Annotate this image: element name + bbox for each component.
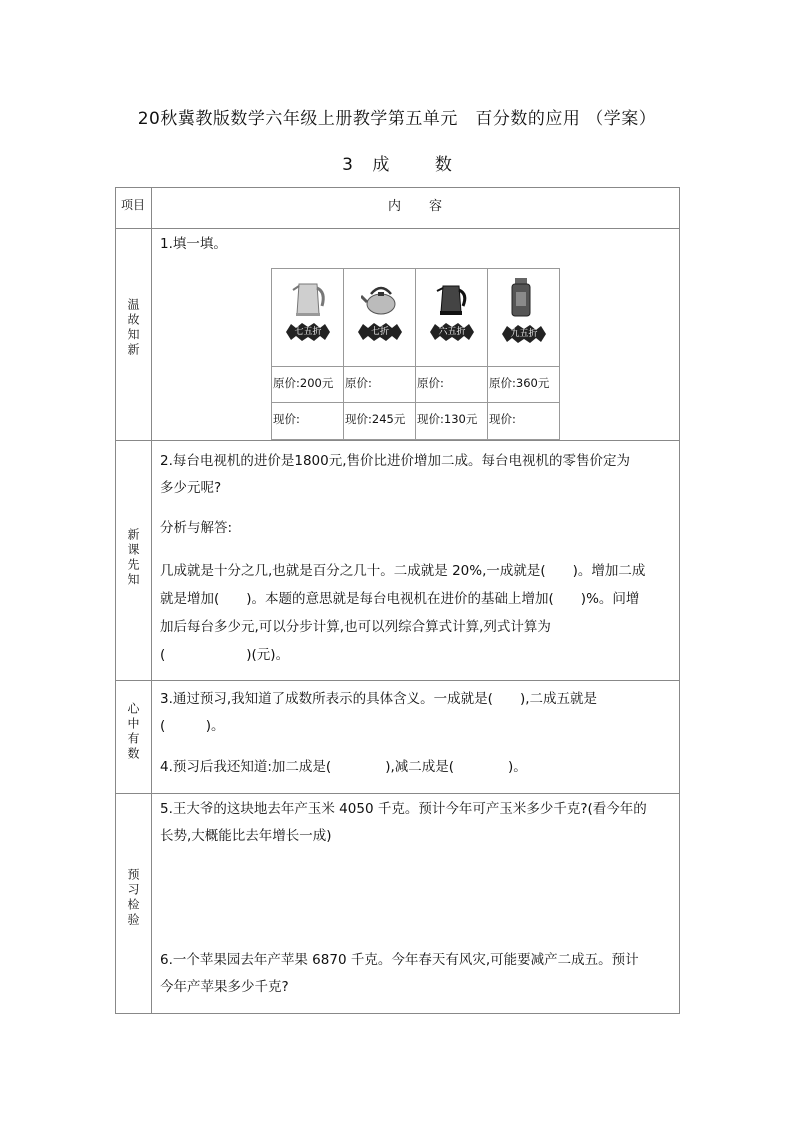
section-label-review: 温故知新 [126,298,140,358]
question-3-line-2: ( )。 [160,718,225,734]
question-4: 4.预习后我还知道:加二成是( ),减二成是( )。 [160,759,527,775]
discount-label: 七折 [370,327,389,337]
discount-badge [430,323,474,341]
column-divider [151,187,152,1014]
lesson-title [0,150,794,175]
analysis-line-1: 几成就是十分之几,也就是百分之几十。二成就是 20%,一成就是( )。增加二成 [160,563,646,579]
discount-label: 六五折 [438,327,466,337]
product-row-divider [271,366,560,367]
original-price: 原价:360元 [489,376,550,390]
analysis-heading: 分析与解答: [160,520,233,536]
lesson-title-char-1: 成 [372,155,390,175]
question-3-line-1: 3.通过预习,我知道了成数所表示的具体含义。一成就是( ),二成五就是 [160,691,597,707]
discount-badge [358,323,402,341]
question-2-line-2: 多少元呢? [160,480,222,496]
lesson-number: 3 [342,155,353,175]
stove-kettle-icon [361,280,401,316]
question-6-line-1: 6.一个苹果园去年产苹果 6870 千克。今年春天有风灾,可能要减产二成五。预计 [160,952,639,968]
question-5-line-1: 5.王大爷的这块地去年产玉米 4050 千克。预计今年可产玉米多少千克?(看今年的 [160,801,647,817]
question-6-line-2: 今年产苹果多少千克? [160,979,289,995]
discount-label: 七五折 [294,327,322,337]
electric-kettle-icon [289,278,329,318]
column-header-item: 项目 [120,198,145,212]
discount-badge [502,325,546,343]
page-title: 20秋冀教版数学六年级上册教学第五单元 百分数的应用 （学案） [137,109,657,129]
section-label-understanding: 心中有数 [126,702,140,762]
column-header-content-a: 内 [388,199,402,214]
section-label-preview: 新课先知 [126,528,140,588]
column-header-content-b: 容 [429,199,443,214]
thermos-icon [506,276,536,320]
discount-label: 九五折 [510,329,538,339]
current-price: 现价:245元 [345,412,406,426]
product-row-divider [271,402,560,403]
section-label-check: 预习检验 [126,868,140,928]
steel-kettle-icon [432,278,472,318]
current-price: 现价:130元 [417,412,478,426]
original-price: 原价: [345,376,372,390]
current-price: 现价: [489,412,516,426]
analysis-line-4: ( )(元)。 [160,647,290,663]
question-1: 1.填一填。 [160,236,227,252]
analysis-line-3: 加后每台多少元,可以分步计算,也可以列综合算式计算,列式计算为 [160,619,551,635]
row-divider [115,228,680,229]
lesson-title-char-2: 数 [434,155,452,175]
current-price: 现价: [273,412,300,426]
product-col-divider [487,268,488,440]
question-5-line-2: 长势,大概能比去年增长一成) [160,828,332,844]
row-divider [115,680,680,681]
original-price: 原价:200元 [273,376,334,390]
original-price: 原价: [417,376,444,390]
column-header-content [388,195,442,214]
discount-badge [286,323,330,341]
row-divider [115,793,680,794]
analysis-line-2: 就是增加( )。本题的意思就是每台电视机在进价的基础上增加( )%。问增 [160,591,640,607]
row-divider [115,440,680,441]
question-2-line-1: 2.每台电视机的进价是1800元,售价比进价增加二成。每台电视机的零售价定为 [160,453,631,469]
product-col-divider [343,268,344,440]
product-col-divider [415,268,416,440]
